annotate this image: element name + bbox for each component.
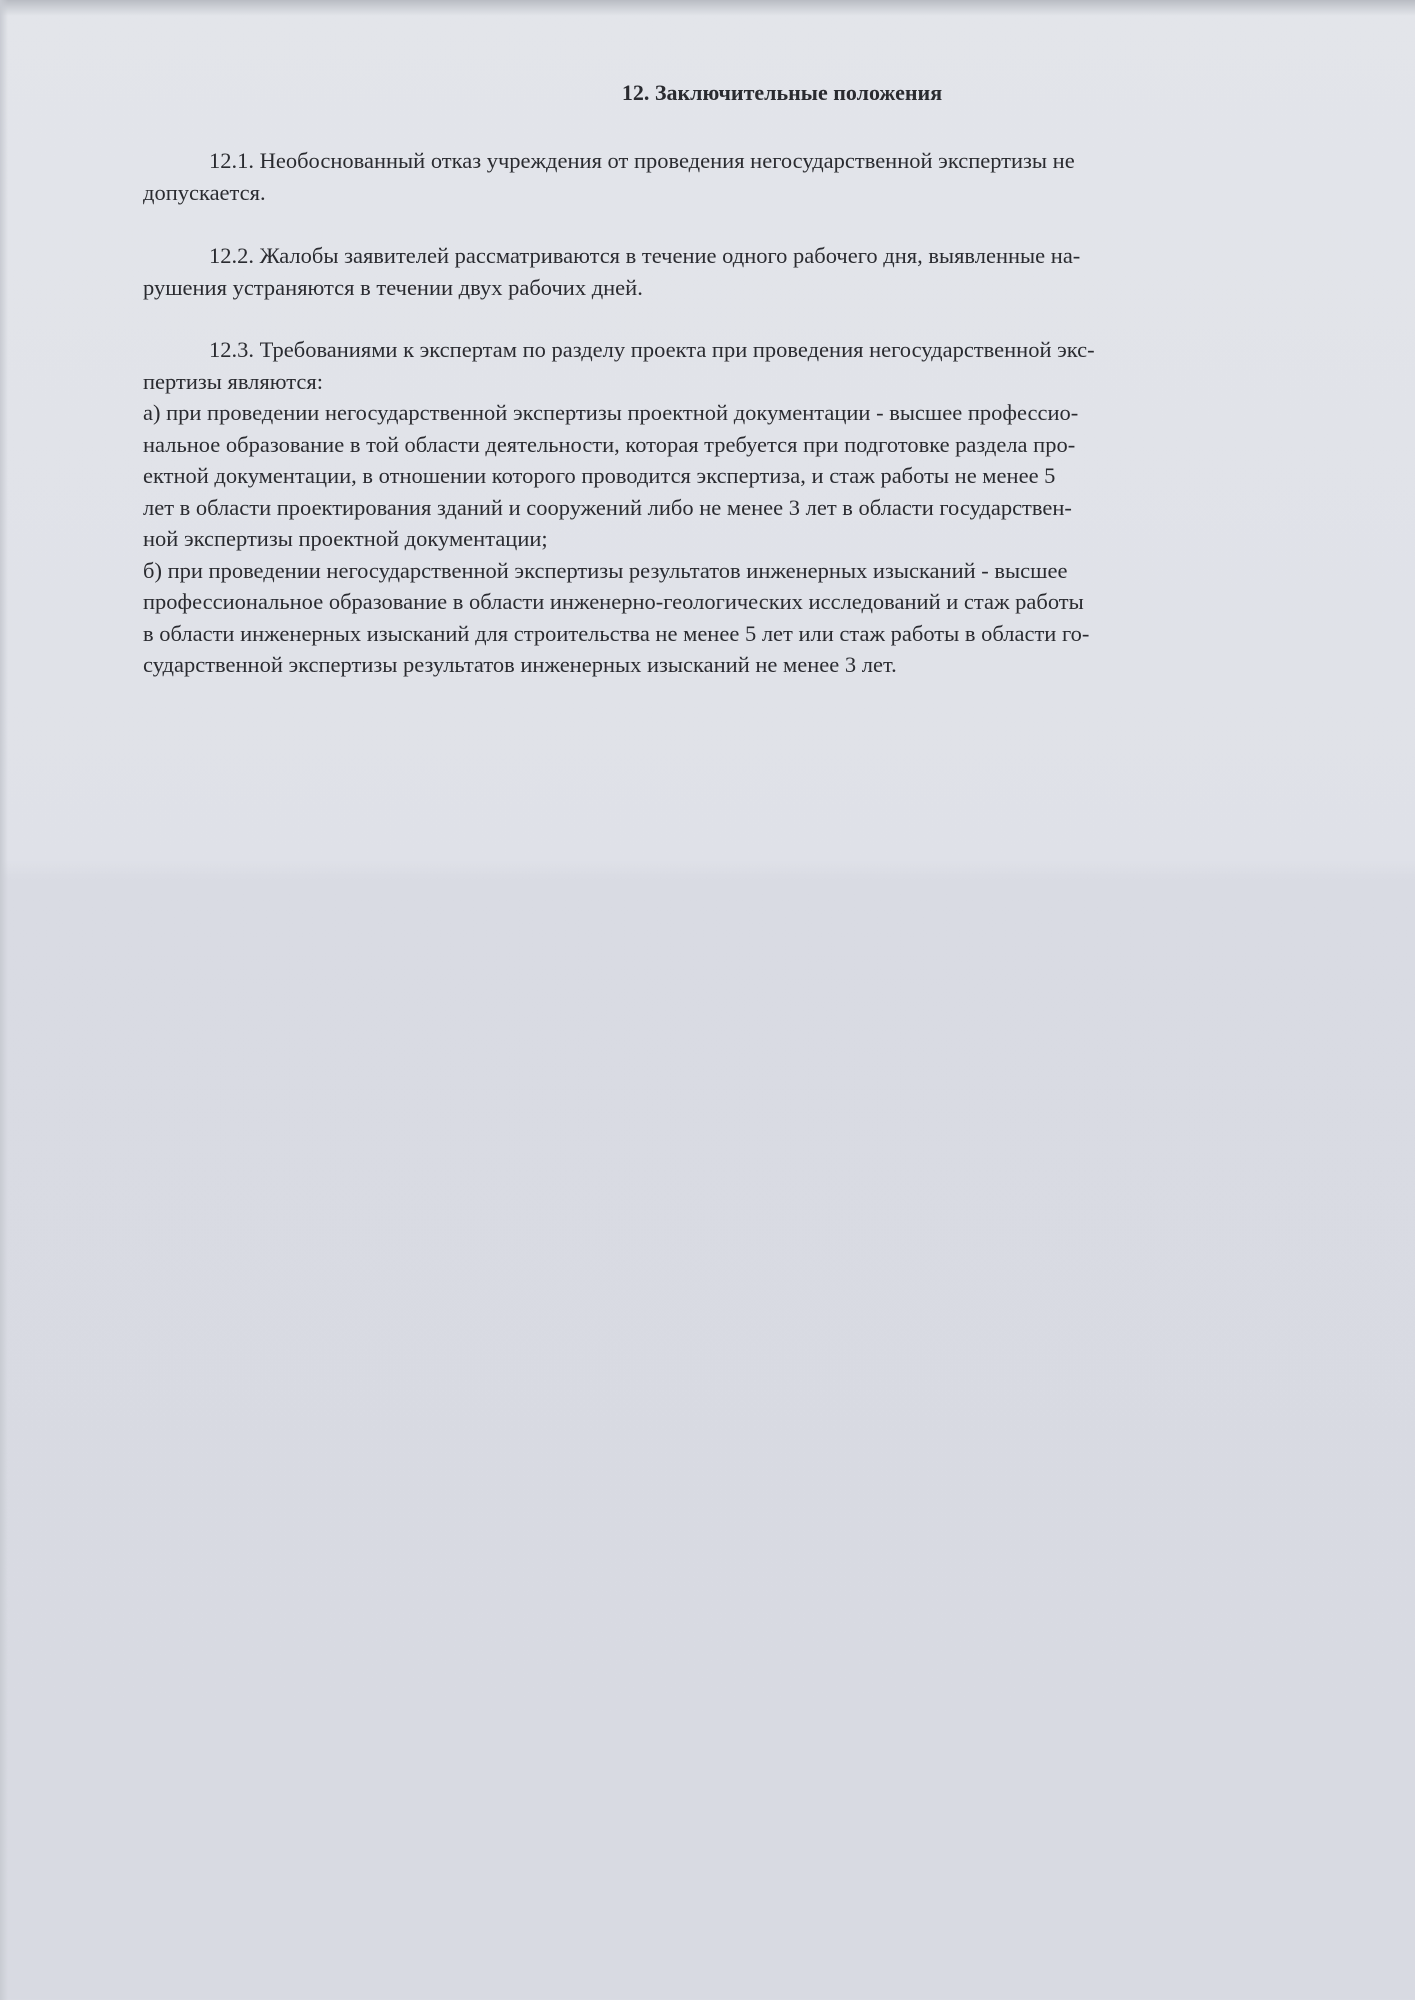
paragraph-12-3 — [143, 334, 1343, 681]
text-line: допускается. — [143, 179, 266, 205]
paragraph-12-2 — [143, 240, 1343, 303]
text-line: ной экспертизы проектной документации; — [143, 526, 548, 551]
text-line: лет в области проектирования зданий и сооружений либо не менее 3 лет в области государствен- — [143, 494, 1072, 520]
text-line: ектной документации, в отношении которого проводится экспертиза, и стаж работы не менее 5 — [143, 463, 1056, 488]
text-line: сударственной экспертизы результатов инженерных изысканий не менее 3 лет. — [143, 652, 897, 677]
paragraph-12-1 — [143, 145, 1343, 208]
text-line: в области инженерных изысканий для строительства не менее 5 лет или стаж работы в области го- — [143, 620, 1090, 646]
text-line: нальное образование в той области деятельности, которая требуется при подготовке раздела про- — [143, 431, 1076, 457]
text-line: пертизы являются: — [143, 368, 323, 394]
text-line: 12.1. Необоснованный отказ учреждения от проведения негосударственной экспертизы не — [209, 148, 1075, 173]
text-line: 12.2. Жалобы заявителей рассматриваются в течение одного рабочего дня, выявленные на- — [209, 243, 1081, 268]
section-title: 12. Заключительные положения — [621, 80, 943, 105]
list-item-b: б) при проведении негосударственной экспертизы результатов инженерных изысканий - высшее — [143, 557, 1068, 583]
text-line: 12.3. Требованиями к экспертам по разделу проекта при проведения негосударственной экс- — [209, 337, 1095, 362]
text-line: рушения устраняются в течении двух рабочих дней. — [143, 274, 643, 300]
text-line: профессиональное образование в области инженерно-геологических исследований и стаж работы — [143, 589, 1084, 614]
list-item-a: а) при проведении негосударственной экспертизы проектной документации - высшее профессио- — [143, 400, 1079, 425]
